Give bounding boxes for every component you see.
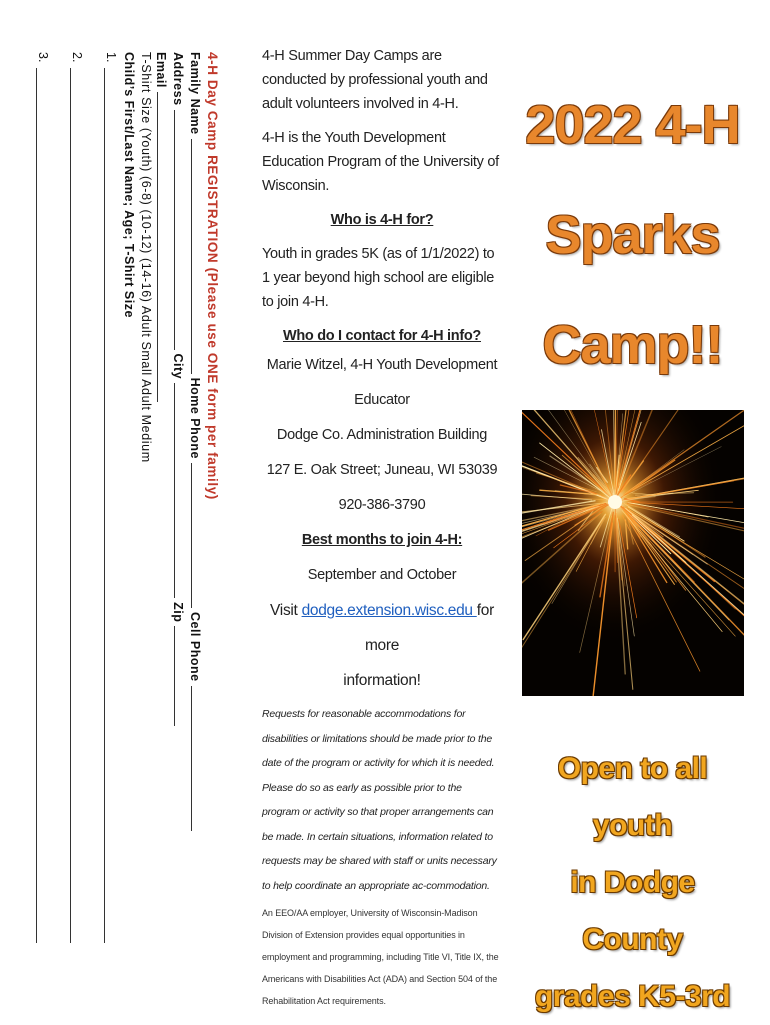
cell-phone-label: Cell Phone (188, 612, 202, 682)
contact-building: Dodge Co. Administration Building (262, 418, 502, 453)
email-label: Email (154, 52, 168, 88)
visit-prefix: Visit (270, 602, 302, 619)
contact-address: 127 E. Oak Street; Juneau, WI 53039 (262, 453, 502, 488)
info-column (262, 44, 502, 1012)
sparkler-image (522, 410, 744, 696)
contact-name: Marie Witzel, 4-H Youth Development (262, 348, 502, 383)
child-line-3[interactable] (36, 68, 37, 943)
extension-website-link[interactable]: dodge.extension.wisc.edu (302, 602, 477, 619)
intro-paragraph-2: 4-H is the Youth Development Education Program of the University of Wisconsin. (262, 126, 502, 198)
sparkler-photo (522, 410, 744, 696)
child-info-heading: Child’s First/Last Name; Age; T-Shirt Size (122, 52, 136, 318)
camp-title-line-2: Sparks (520, 180, 745, 290)
who-heading: Who is 4-H for? (262, 208, 502, 232)
city-label: City (171, 354, 185, 380)
accommodation-notice: Requests for reasonable accommodations for disabilities or limitations should be made prior to the date of the program or activity for which it is needed. Please do so as early as possible prior to the program or activity so that proper arrangements can be made. In certain situations, information related to requests may be shared with staff or units necessary to help coordinate an appropriate ac-commodation. (262, 702, 502, 898)
intro-paragraph-1: 4-H Summer Day Camps are conducted by professional youth and adult volunteers involved in 4-H. (262, 44, 502, 116)
address-field[interactable] (174, 110, 186, 350)
contact-phone: 920-386-3790 (262, 488, 502, 523)
registration-title: 4-H Day Camp REGISTRATION (Please use ONE form per family) (205, 52, 220, 500)
zip-field[interactable] (174, 626, 186, 726)
child-number-3: 3. (36, 52, 50, 62)
months-text: September and October (262, 558, 502, 593)
family-name-label: Family Name (188, 52, 202, 135)
eeo-statement: An EEO/AA employer, University of Wisconsin-Madison Division of Extension provides equal opportunities in employment and programming, including Title VI, Title IX, the Americans with Disabilities Act (ADA) and Section 504 of the Rehabilitation Act requirements. (262, 902, 502, 1012)
family-name-field[interactable] (191, 139, 203, 374)
child-number-1: 1. (104, 52, 118, 62)
zip-label: Zip (171, 602, 185, 622)
email-row (154, 52, 169, 402)
home-phone-field[interactable] (191, 463, 203, 608)
camp-title (520, 70, 745, 400)
visit-line (262, 593, 502, 663)
contact-heading: Who do I contact for 4-H info? (262, 324, 502, 348)
registration-form (20, 50, 230, 950)
cell-phone-field[interactable] (191, 686, 203, 831)
eligibility-banner (520, 740, 745, 1025)
address-label: Address (171, 52, 185, 106)
visit-end: information! (262, 663, 502, 698)
who-text: Youth in grades 5K (as of 1/1/2022) to 1 year beyond high school are eligible to join 4-H. (262, 242, 502, 314)
home-phone-label: Home Phone (188, 378, 202, 459)
child-number-2: 2. (70, 52, 84, 62)
city-field[interactable] (174, 383, 186, 598)
eligibility-line-1: Open to all youth (520, 740, 745, 854)
email-field[interactable] (157, 92, 169, 402)
camp-title-line-1: 2022 4-H (520, 70, 745, 180)
visit-suffix: for more (365, 602, 494, 654)
eligibility-line-3: grades K5-3rd (520, 968, 745, 1025)
eligibility-line-2: in Dodge County (520, 854, 745, 968)
tshirt-size-line: T-Shirt Size (Youth) (6-8) (10-12) (14-16) Adult Small Adult Medium (139, 52, 153, 463)
child-line-2[interactable] (70, 68, 71, 943)
camp-title-line-3: Camp!! (520, 290, 745, 400)
address-row (171, 52, 186, 726)
family-phone-row (188, 52, 203, 831)
months-heading: Best months to join 4-H: (262, 523, 502, 558)
child-line-1[interactable] (104, 68, 105, 943)
contact-title: Educator (262, 383, 502, 418)
